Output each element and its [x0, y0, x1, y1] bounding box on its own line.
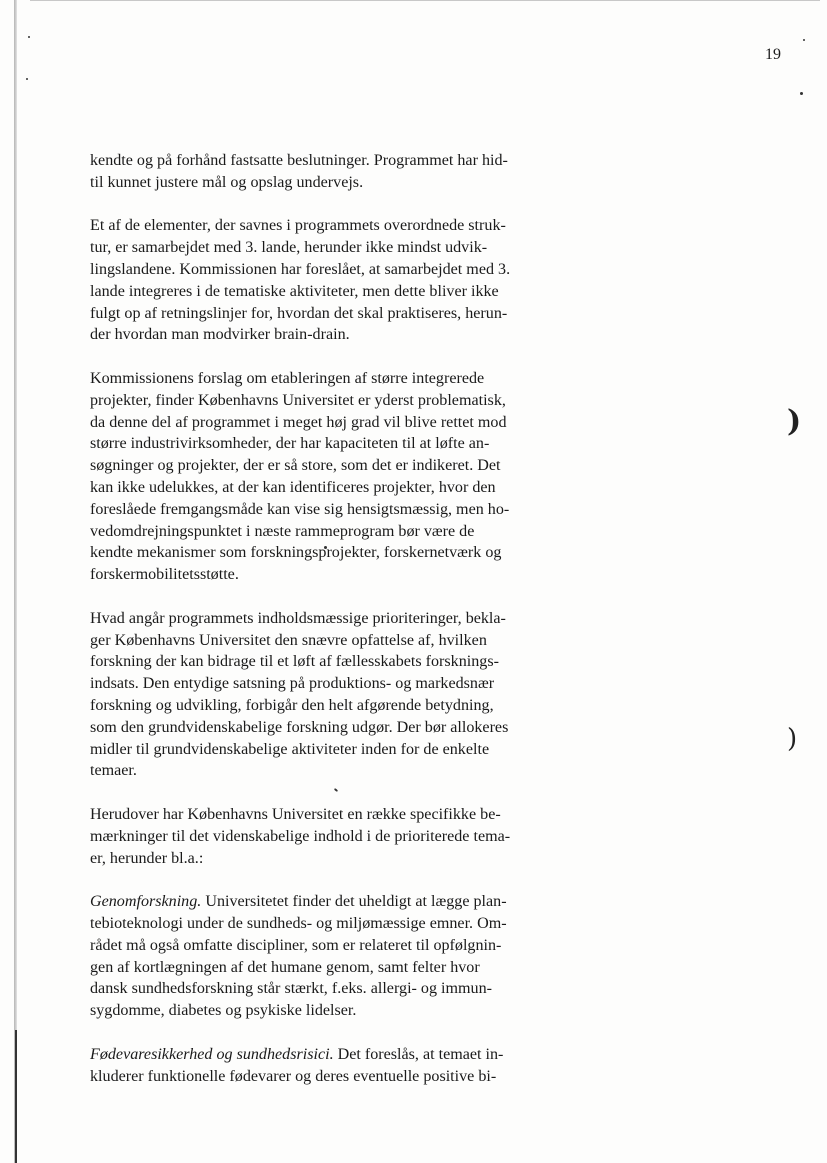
text-line: fulgt op af retningslinjer for, hvordan det skal praktiseres, herun-	[90, 304, 508, 322]
text-line: rådet må også omfatte discipliner, som er relateret til opfølgnin-	[90, 936, 502, 954]
text-line: kendte og på forhånd fastsatte beslutninger. Programmet har hid-	[90, 152, 508, 169]
scan-speck	[28, 36, 30, 38]
text-line: midler til grundvidenskabelige aktiviteter inden for de enkelte	[90, 740, 490, 758]
text-line: kan ikke udelukkes, at der kan identificeres projekter, hvor den	[90, 478, 496, 496]
text-line: vedomdrejningspunktet i næste rammeprogram bør være de	[90, 522, 475, 540]
inline-heading: Genomforskning.	[90, 893, 202, 911]
paragraph	[90, 891, 620, 1022]
text-line: temaer.	[90, 762, 137, 780]
paragraph	[90, 150, 620, 194]
body-text	[90, 150, 620, 1109]
paragraph	[90, 215, 620, 346]
text-line: Kommissionens forslag om etableringen af større integrerede	[90, 369, 485, 387]
text-line: da denne del af programmet i meget høj grad vil blive rettet mod	[90, 413, 507, 431]
text-line: til kunnet justere mål og opslag undervejs.	[90, 173, 364, 191]
paragraph	[90, 608, 620, 782]
page-number: 19	[765, 46, 781, 63]
text-line: der hvordan man modvirker brain-drain.	[90, 326, 350, 344]
text-line: lingslandene. Kommissionen har foreslået, at samarbejdet med 3.	[90, 260, 511, 278]
text-line: Herudover har Københavns Universitet en række specifikke be-	[90, 805, 501, 823]
text-line: forskning der kan bidrage til et løft af fællesskabets forsknings-	[90, 653, 499, 671]
margin-bracket-mark: )	[787, 404, 802, 439]
text-line: lande integreres i de tematiske aktiviteter, men dette bliver ikke	[90, 282, 499, 300]
text-line: Universitetet finder det uheldigt at lægge plan-	[201, 893, 507, 911]
text-line: sygdomme, diabetes og psykiske lidelser.	[90, 1002, 357, 1020]
inline-heading: Fødevaresikkerhed og sundhedsrisici.	[90, 1046, 334, 1064]
paragraph	[90, 1044, 620, 1088]
text-line: dansk sundhedsforskning står stærkt, f.eks. allergi- og immun-	[90, 980, 492, 998]
text-line: foreslåede fremgangsmåde kan vise sig hensigtsmæssig, men ho-	[90, 500, 510, 518]
text-line: søgninger og projekter, der er så store, som det er indikeret. Det	[90, 457, 501, 475]
scan-speck	[26, 78, 28, 80]
scan-left-edge-shadow	[15, 1030, 17, 1163]
text-line: tur, er samarbejdet med 3. lande, herunder ikke mindst udvik-	[90, 239, 488, 257]
text-line: større industrivirksomheder, der har kapaciteten til at løfte an-	[90, 435, 490, 453]
scan-speck	[803, 39, 805, 41]
text-line: projekter, finder Københavns Universitet er yderst problematisk,	[90, 391, 506, 409]
text-line: mærkninger til det videnskabelige indhold i de prioriterede tema-	[90, 827, 511, 845]
text-line: Det foreslås, at temaet in-	[333, 1046, 504, 1064]
text-line: kendte mekanismer som forskningsprojekter, forskernetværk og	[90, 544, 502, 562]
text-line: indsats. Den entydige satsning på produktions- og markedsnær	[90, 675, 495, 693]
paragraph	[90, 368, 620, 586]
text-line: Et af de elementer, der savnes i programmets overordnede struk-	[90, 217, 506, 235]
text-line: tebioteknologi under de sundheds- og miljømæssige emner. Om-	[90, 915, 507, 933]
text-line: Hvad angår programmets indholdsmæssige prioriteringer, bekla-	[90, 609, 506, 627]
scan-left-edge	[14, 0, 17, 1163]
text-line: forskning og udvikling, forbigår den helt afgørende betydning,	[90, 696, 494, 714]
margin-bracket-mark: )	[787, 724, 798, 754]
text-line: som den grundvidenskabelige forskning udgør. Der bør allokeres	[90, 718, 509, 736]
text-line: kluderer funktionelle fødevarer og deres eventuelle positive bi-	[90, 1067, 497, 1085]
text-line: er, herunder bl.a.:	[90, 849, 204, 867]
text-line: ger Københavns Universitet den snævre opfattelse af, hvilken	[90, 631, 487, 649]
text-line: forskermobilitetsstøtte.	[90, 566, 239, 584]
paragraph	[90, 804, 620, 869]
scan-speck	[800, 92, 803, 95]
scan-top-edge	[30, 0, 820, 1]
text-line: gen af kortlægningen af det humane genom, samt felter hvor	[90, 958, 480, 976]
